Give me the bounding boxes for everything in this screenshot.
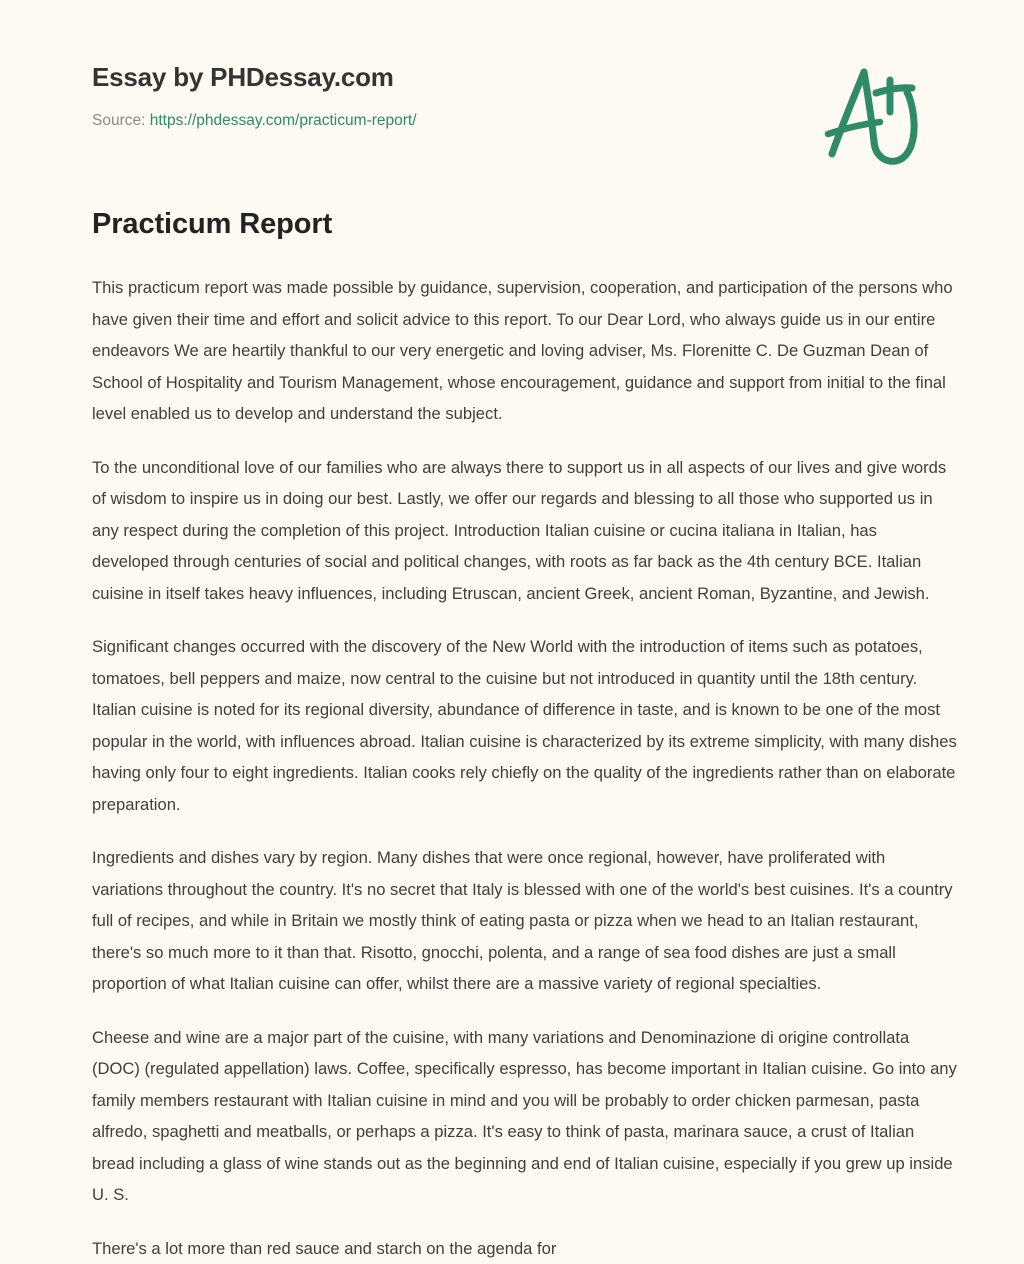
article-paragraph: Ingredients and dishes vary by region. Many dishes that were once regional, however, have proliferated with variations throughout the country. It's no secret that Italy is blessed with one of the world's best cuisines. It's a country full of recipes, and while in Britain we mostly think of eating pasta or pizza when we head to an Italian restaurant, there's so much more to it than that. Risotto, gnocchi, polenta, and a range of sea food dishes are just a small proportion of what Italian cuisine can offer, whilst there are a massive variety of regional specialties.: [92, 848, 953, 994]
article: [92, 206, 958, 1264]
source-url-link[interactable]: https://phdessay.com/practicum-report/: [149, 112, 417, 130]
article-paragraph: Cheese and wine are a major part of the cuisine, with many variations and Denominazione di origine controllata (DOC) (regulated appellation) laws. Coffee, specifically espresso, has become important in Italian cuisine. Go into any family members restaurant with Italian cuisine in mind and you will be probably to order chicken parmesan, pasta alfredo, spaghetti and meatballs, or perhaps a pizza. It's easy to think of pasta, marinara sauce, a crust of Italian bread including a glass of wine stands out as the beginning and end of Italian cuisine, especially if you grew up inside U. S.: [92, 1027, 957, 1205]
article-paragraph: To the unconditional love of our families who are always there to support us in all aspects of our lives and give words of wisdom to inspire us in doing our best. Lastly, we offer our regards and blessing to all those who supported us in any respect during the completion of this project. Introduction Italian cuisine or cucina italiana in Italian, has developed through centuries of social and political changes, with roots as far back as the 4th century BCE. Italian cuisine in itself takes heavy influences, including Etruscan, ancient Greek, ancient Roman, Byzantine, and Jewish.: [92, 457, 947, 603]
page-title: Practicum Report: [92, 208, 333, 240]
article-paragraph: There's a lot more than red sauce and starch on the agenda for: [92, 1238, 557, 1258]
article-body: [92, 272, 958, 1264]
article-paragraph: Significant changes occurred with the discovery of the New World with the introduction of items such as potatoes, tomatoes, bell peppers and maize, now central to the cuisine but not introduced in quantity until the 18th century. Italian cuisine is noted for its regional diversity, abundance of difference in taste, and is known to be one of the most popular in the world, with influences abroad. Italian cuisine is characterized by its extreme simplicity, with many dishes having only four to eight ingredients. Italian cooks rely chiefly on the quality of the ingredients rather than on elaborate preparation.: [92, 637, 957, 814]
article-paragraph: This practicum report was made possible by guidance, supervision, cooperation, and participation of the persons who have given their time and effort and solicit advice to this report. To our Dear Lord, who always guide us in our entire endeavors We are heartily thankful to our very energetic and loving adviser, Ms. Florenitte C. De Guzman Dean of School of Hospitality and Tourism Management, whose encouragement, guidance and support from initial to the final level enabled us to develop and understand the subject.: [92, 278, 953, 424]
a-plus-logo-icon: [812, 62, 928, 170]
a-plus-logo: [812, 62, 928, 170]
source-label: Source:: [92, 112, 146, 130]
brand-title: Essay by PHDessay.com: [92, 62, 394, 92]
